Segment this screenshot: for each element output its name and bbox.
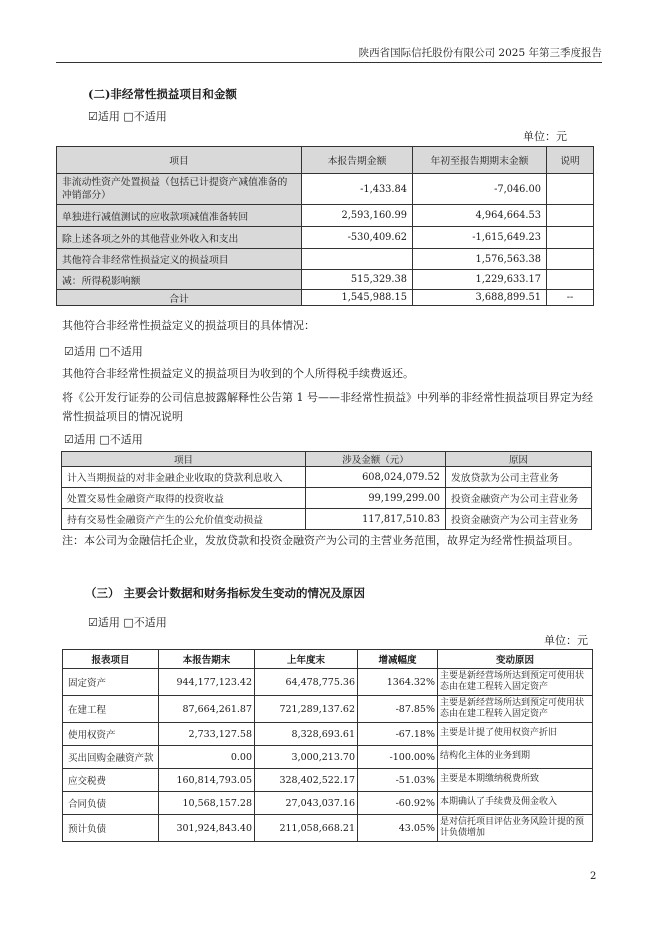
footnote: 注：本公司为金融信托企业，发放贷款和投资金融资产为公司的主营业务范围，故界定为经常性损益项目。: [62, 534, 579, 547]
column-header: 上年度末: [255, 650, 358, 669]
row-label: 处置交易性金融资产取得的投资收益: [62, 488, 306, 509]
prior-value: 328,402,522.17: [255, 769, 358, 792]
reason-cell: 结构化主体的业务到期: [438, 746, 593, 769]
change-pct: -60.92%: [358, 792, 438, 815]
reason-cell: 主要是计提了使用权资产折旧: [438, 723, 593, 746]
table-row: [63, 746, 593, 769]
reason-cell: 主要是新经营场所达到预定可使用状态由在建工程转入固定资产: [438, 696, 593, 723]
reason-cell: 主要是本期缴纳税费所致: [438, 769, 593, 792]
note-cell: --: [547, 290, 594, 306]
table-row: [57, 227, 594, 249]
reason-cell: 主要是新经营场所达到预定可使用状态由在建工程转入固定资产: [438, 669, 593, 696]
column-header: 年初至报告期期末金额: [413, 147, 547, 174]
table-row: [63, 815, 593, 842]
ytd-amount: -7,046.00: [413, 174, 547, 205]
prior-value: 721,289,137.62: [255, 696, 358, 723]
table-row: [63, 723, 593, 746]
column-header: 说明: [547, 147, 594, 174]
row-label: 固定资产: [63, 669, 159, 696]
column-header: 本报告期末: [159, 650, 255, 669]
ytd-amount: 4,964,664.53: [413, 205, 547, 227]
prior-value: 8,328,693.61: [255, 723, 358, 746]
row-label: 单独进行减值测试的应收款项减值准备转回: [57, 205, 302, 227]
reason-cell: 投资金融资产为公司主营业务: [446, 488, 592, 509]
column-header: 原因: [446, 452, 592, 467]
column-header: 项目: [57, 147, 302, 174]
table-row: [63, 669, 593, 696]
paragraph: 其他符合非经常性损益定义的损益项目的具体情况：: [62, 319, 315, 332]
table-row: [63, 792, 593, 815]
table-row: [62, 467, 592, 488]
note-cell: [547, 270, 594, 290]
current-value: 944,177,123.42: [159, 669, 255, 696]
current-value: 160,814,793.05: [159, 769, 255, 792]
header-rule: [56, 62, 602, 63]
prior-value: 211,058,668.21: [255, 815, 358, 842]
current-value: 301,924,843.40: [159, 815, 255, 842]
nonrecurring-table: [56, 146, 594, 306]
note-cell: [547, 249, 594, 270]
table-row: [57, 249, 594, 270]
paragraph: 其他符合非经常性损益定义的损益项目为收到的个人所得税手续费返还。: [62, 367, 414, 380]
table-row: [62, 488, 592, 509]
change-pct: -100.00%: [358, 746, 438, 769]
note-cell: [547, 227, 594, 249]
table-header-row: [62, 452, 592, 467]
amount-cell: 117,817,510.83: [306, 509, 446, 530]
paragraph: 将《公开发行证券的公司信息披露解释性公告第 1 号——非经常性损益》中列举的非经常性损益项目界定为经常性损益项目的情况说明: [62, 391, 593, 423]
applicability-checkbox: ☑适用 □不适用: [88, 110, 167, 123]
ytd-amount: 1,229,633.17: [413, 270, 547, 290]
row-label: 除上述各项之外的其他营业外收入和支出: [57, 227, 302, 249]
column-header: 变动原因: [438, 650, 593, 669]
amount-cell: 608,024,079.52: [306, 467, 446, 488]
table-row: [57, 205, 594, 227]
reason-cell: 投资金融资产为公司主营业务: [446, 509, 592, 530]
current-value: 0.00: [159, 746, 255, 769]
current-amount: [302, 249, 413, 270]
row-label: 使用权资产: [63, 723, 159, 746]
unit-label: 单位：元: [544, 634, 588, 647]
ytd-amount: -1,615,649.23: [413, 227, 547, 249]
ytd-amount: 3,688,899.51: [413, 290, 547, 306]
total-row: [57, 290, 594, 306]
reclassified-items-table: [61, 451, 592, 530]
column-header: 增减幅度: [358, 650, 438, 669]
prior-value: 3,000,213.70: [255, 746, 358, 769]
page-header: 陕西省国际信托股份有限公司 2025 年第三季度报告: [358, 47, 602, 59]
row-label: 合计: [57, 290, 302, 306]
change-pct: 43.05%: [358, 815, 438, 842]
reason-cell: 本期确认了手续费及佣金收入: [438, 792, 593, 815]
table-row: [57, 270, 594, 290]
current-value: 10,568,157.28: [159, 792, 255, 815]
section-title-nonrecurring: (二)非经常性损益项目和金额: [88, 87, 237, 101]
row-label: 其他符合非经常性损益定义的损益项目: [57, 249, 302, 270]
page-number: 2: [590, 871, 597, 882]
row-label: 减：所得税影响额: [57, 270, 302, 290]
applicability-checkbox: ☑适用 □不适用: [88, 616, 167, 629]
row-label: 计入当期损益的对非金融企业收取的贷款利息收入: [62, 467, 306, 488]
row-label: 预计负债: [63, 815, 159, 842]
current-value: 2,733,127.58: [159, 723, 255, 746]
row-label: 合同负债: [63, 792, 159, 815]
table-row: [57, 174, 594, 205]
column-header: 本报告期金额: [302, 147, 413, 174]
note-cell: [547, 205, 594, 227]
table-row: [63, 696, 593, 723]
change-pct: -87.85%: [358, 696, 438, 723]
prior-value: 27,043,037.16: [255, 792, 358, 815]
financial-changes-table: [62, 649, 593, 842]
column-header: 项目: [62, 452, 306, 467]
amount-cell: 99,199,299.00: [306, 488, 446, 509]
table-header-row: [57, 147, 594, 174]
current-value: 87,664,261.87: [159, 696, 255, 723]
row-label: 买出回购金融资产款: [63, 746, 159, 769]
row-label: 在建工程: [63, 696, 159, 723]
row-label: 非流动性资产处置损益（包括已计提资产减值准备的冲销部分）: [57, 174, 302, 205]
applicability-checkbox: ☑适用 □不适用: [64, 345, 143, 358]
current-amount: -530,409.62: [302, 227, 413, 249]
table-row: [62, 509, 592, 530]
column-header: 涉及金额（元）: [306, 452, 446, 467]
change-pct: -51.03%: [358, 769, 438, 792]
note-cell: [547, 174, 594, 205]
row-label: 应交税费: [63, 769, 159, 792]
current-amount: 2,593,160.99: [302, 205, 413, 227]
unit-label: 单位：元: [523, 130, 567, 143]
section-title-changes: （三） 主要会计数据和财务指标发生变动的情况及原因: [85, 586, 366, 600]
reason-cell: 是对信托项目评估业务风险计提的预计负债增加: [438, 815, 593, 842]
prior-value: 64,478,775.36: [255, 669, 358, 696]
change-pct: -67.18%: [358, 723, 438, 746]
table-row: [63, 769, 593, 792]
current-amount: -1,433.84: [302, 174, 413, 205]
column-header: 报表项目: [63, 650, 159, 669]
current-amount: 515,329.38: [302, 270, 413, 290]
applicability-checkbox: ☑适用 □不适用: [64, 433, 143, 446]
ytd-amount: 1,576,563.38: [413, 249, 547, 270]
current-amount: 1,545,988.15: [302, 290, 413, 306]
reason-cell: 发放贷款为公司主营业务: [446, 467, 592, 488]
row-label: 持有交易性金融资产产生的公允价值变动损益: [62, 509, 306, 530]
change-pct: 1364.32%: [358, 669, 438, 696]
table-header-row: [63, 650, 593, 669]
